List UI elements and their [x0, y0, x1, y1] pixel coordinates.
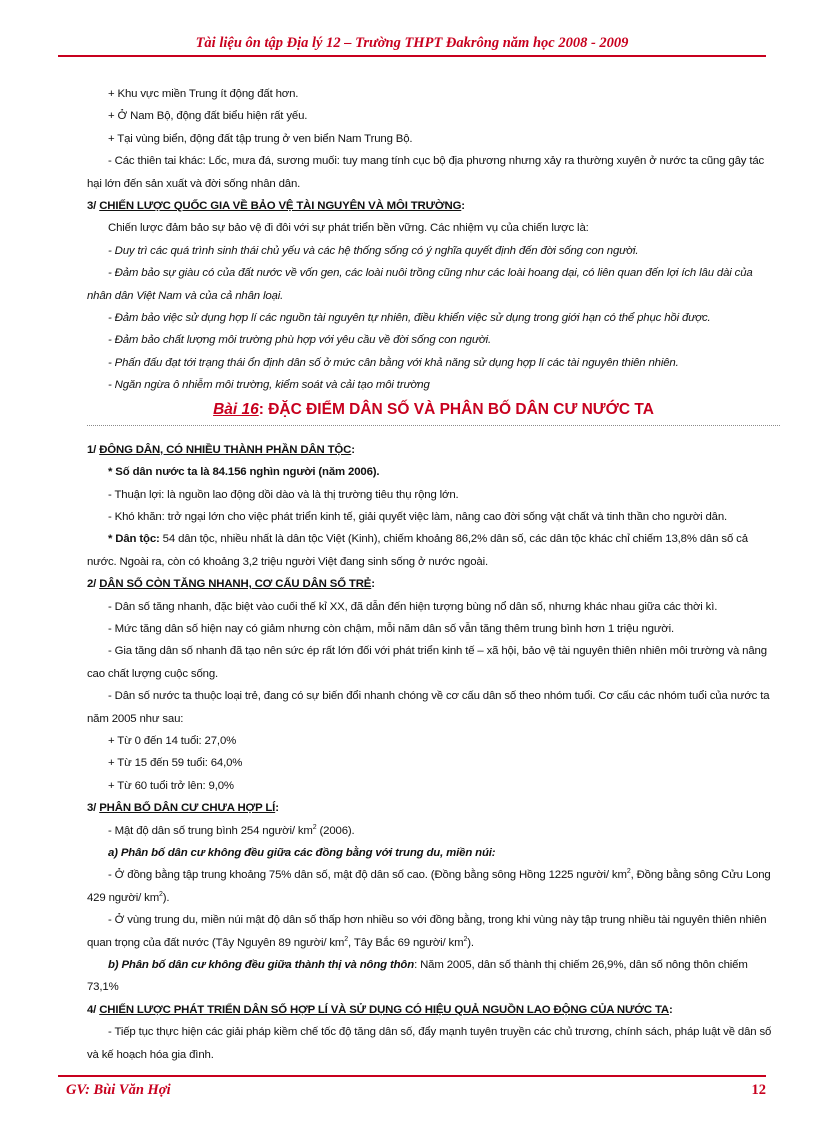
section-colon: :: [371, 578, 375, 591]
paragraph: [87, 954, 780, 999]
lesson-number: Bài 16: [213, 400, 259, 418]
section-colon: :: [461, 200, 465, 213]
superscript: 2: [159, 891, 163, 899]
section-heading: [87, 573, 780, 595]
superscript: 2: [463, 935, 468, 943]
paragraph: [87, 820, 780, 842]
paragraph: [87, 528, 780, 573]
superscript: 2: [626, 868, 631, 876]
text: - Mật độ dân số trung bình 254 người/ km: [108, 824, 313, 837]
age-group-item: + Từ 15 đến 59 tuổi: 64,0%: [108, 757, 243, 770]
section-title: DÂN SỐ CÒN TĂNG NHANH, CƠ CẤU DÂN SỐ TRẺ: [99, 578, 372, 591]
section-title: CHIẾN LƯỢC PHÁT TRIỂN DÂN SỐ HỢP LÍ VÀ SỬ DỤNG CÓ HIỆU QUẢ NGUỒN LAO ĐỘNG CỦA NƯỚC TA: [99, 1003, 670, 1016]
age-group-item: + Từ 60 tuổi trở lên: 9,0%: [108, 779, 234, 792]
paragraph: - Các thiên tai khác: Lốc, mưa đá, sương muối: tuy mang tính cục bộ địa phương nhưng xảy ra thường xuyên ở nước ta cũng gây tác hại lớn đến sản xuất và đời sống nhân dân.: [87, 155, 765, 190]
page-footer: [58, 1075, 766, 1105]
text: : Năm 2005, dân số thành thị chiếm 26,9%, dân số nông thôn chiếm 73,1%: [87, 959, 748, 994]
task-item: - Đảm bảo chất lượng môi trường phù hợp với yêu cầu về đời sống con người.: [108, 334, 492, 347]
section-heading: [87, 797, 780, 819]
text: ).: [162, 891, 170, 904]
lesson-heading: : ĐẶC ĐIỂM DÂN SỐ VÀ PHÂN BỐ DÂN CƯ NƯỚC TA: [258, 400, 654, 418]
superscript: 2: [344, 935, 349, 943]
paragraph: * Số dân nước ta là 84.156 nghìn người (năm 2006).: [108, 466, 380, 479]
page-number: 12: [751, 1082, 766, 1098]
text: , Đồng bằng sông Cửu Long 429 người/ km: [87, 869, 771, 904]
paragraph: - Tiếp tục thực hiện các giải pháp kiềm chế tốc độ tăng dân số, đẩy mạnh tuyên truyền các chủ trương, chính sách, pháp luật về dân số và kế hoạch hóa gia đình.: [87, 1026, 772, 1061]
text: - Ở vùng trung du, miền núi mật độ dân số thấp hơn nhiều so với đồng bằng, trong khi vùng này tập trung nhiều tài nguyên thiên nhiên quan trọng của đất nước (Tây Nguyên 89 người/ km: [87, 914, 767, 949]
text: - Ở đồng bằng tập trung khoảng 75% dân số, mật độ dân số cao. (Đồng bằng sông Hồng 1225 người/ km: [108, 869, 627, 882]
section-number: 3/: [87, 200, 100, 213]
paragraph: - Thuận lợi: là nguồn lao động dồi dào và là thị trường tiêu thụ rộng lớn.: [108, 488, 459, 501]
section-heading: [87, 999, 780, 1021]
paragraph: + Khu vực miền Trung ít động đất hơn.: [108, 88, 299, 100]
subsection-heading: a) Phân bố dân cư không đều giữa các đồng bằng với trung du, miền núi:: [108, 847, 496, 859]
footer-author: GV: Bùi Văn Hợi: [66, 1082, 171, 1098]
page-header: [58, 33, 766, 57]
ethnic-label: * Dân tộc:: [108, 533, 160, 546]
section-colon: :: [275, 802, 279, 815]
task-item: - Ngăn ngừa ô nhiễm môi trường, kiểm soát và cải tạo môi trường: [108, 379, 430, 392]
age-group-item: + Từ 0 đến 14 tuổi: 27,0%: [108, 734, 237, 747]
text: (2006).: [316, 824, 355, 837]
header-title: Tài liệu ôn tập Địa lý 12 – Trường THPT Đakrông năm học 2008 - 2009: [195, 35, 629, 51]
section-number: 4/: [87, 1003, 100, 1016]
task-item: - Đảm bảo sự giàu có của đất nước về vốn gen, các loài nuôi trồng cũng như các loài hoang dại, có liên quan đến lợi ích lâu dài của nhân dân Việt Nam và của cả nhân loại.: [87, 267, 753, 302]
section-colon: :: [351, 443, 355, 456]
section-number: 3/: [87, 802, 100, 815]
section-colon: :: [669, 1003, 673, 1016]
task-item: - Phấn đấu đạt tới trạng thái ổn định dân số ở mức cân bằng với khả năng sử dụng hợp lí các tài nguyên thiên nhiên.: [108, 356, 679, 369]
paragraph: - Khó khăn: trở ngại lớn cho việc phát triển kinh tế, giải quyết việc làm, nâng cao đời sống vật chất và tinh thần cho người dân.: [108, 510, 728, 523]
paragraph: - Gia tăng dân số nhanh đã tạo nên sức ép rất lớn đối với phát triển kinh tế – xã hội, bảo vệ tài nguyên thiên nhiên môi trường và nâng cao chất lượng cuộc sống.: [87, 645, 767, 680]
section-title: PHÂN BỐ DÂN CƯ CHƯA HỢP LÍ: [99, 802, 276, 815]
section-title: CHIẾN LƯỢC QUỐC GIA VỀ BẢO VỆ TÀI NGUYÊN VÀ MÔI TRƯỜNG: [99, 200, 462, 213]
superscript: 2: [312, 823, 317, 831]
text: ).: [467, 936, 474, 949]
paragraph: [87, 864, 780, 909]
subsection-heading: b) Phân bố dân cư không đều giữa thành thị và nông thôn: [108, 959, 415, 972]
paragraph: + Ở Nam Bộ, động đất biểu hiện rất yếu.: [108, 110, 308, 123]
paragraph: - Dân số tăng nhanh, đặc biệt vào cuối thế kỉ XX, đã dẫn đến hiện tượng bùng nổ dân số, nhưng khác nhau giữa các thời kì.: [108, 600, 718, 613]
lesson-title: [87, 397, 780, 423]
paragraph: Chiến lược đảm bảo sự bảo vệ đi đôi với sự phát triển bền vững. Các nhiệm vụ của chiến lược là:: [108, 222, 589, 235]
ethnic-text: 54 dân tộc, nhiều nhất là dân tộc Việt (Kinh), chiếm khoảng 86,2% dân số, các dân tộc khác chỉ chiếm 13,8% dân số cả nước. Ngoài ra, còn có khoảng 3,2 triệu người Việt đang sinh sống ở nước ngoài.: [87, 533, 748, 568]
section-title: ĐÔNG DÂN, CÓ NHIỀU THÀNH PHẦN DÂN TỘC: [99, 443, 352, 456]
section-number: 2/: [87, 578, 100, 591]
page-content: [87, 83, 780, 1066]
paragraph: [87, 909, 780, 954]
dotted-divider: [87, 423, 780, 426]
paragraph: - Mức tăng dân số hiện nay có giảm nhưng còn chậm, mỗi năm dân số vẫn tăng thêm trung bình hơn 1 triệu người.: [108, 622, 675, 635]
paragraph: + Tại vùng biển, động đất tập trung ở ven biển Nam Trung Bộ.: [108, 132, 413, 145]
task-item: - Duy trì các quá trình sinh thái chủ yếu và các hệ thống sống có ý nghĩa quyết định đến đời sống con người.: [108, 244, 639, 257]
text: , Tây Bắc 69 người/ km: [348, 936, 464, 949]
task-item: - Đảm bảo việc sử dụng hợp lí các nguồn tài nguyên tự nhiên, điều khiển việc sử dụng trong giới hạn có thể phục hồi được.: [108, 312, 711, 325]
section-heading: [87, 195, 780, 217]
section-heading: [87, 439, 780, 461]
paragraph: - Dân số nước ta thuộc loại trẻ, đang có sự biến đổi nhanh chóng về cơ cấu dân số theo nhóm tuổi. Cơ cấu các nhóm tuổi của nước ta năm 2005 như sau:: [87, 690, 770, 725]
section-number: 1/: [87, 443, 100, 456]
